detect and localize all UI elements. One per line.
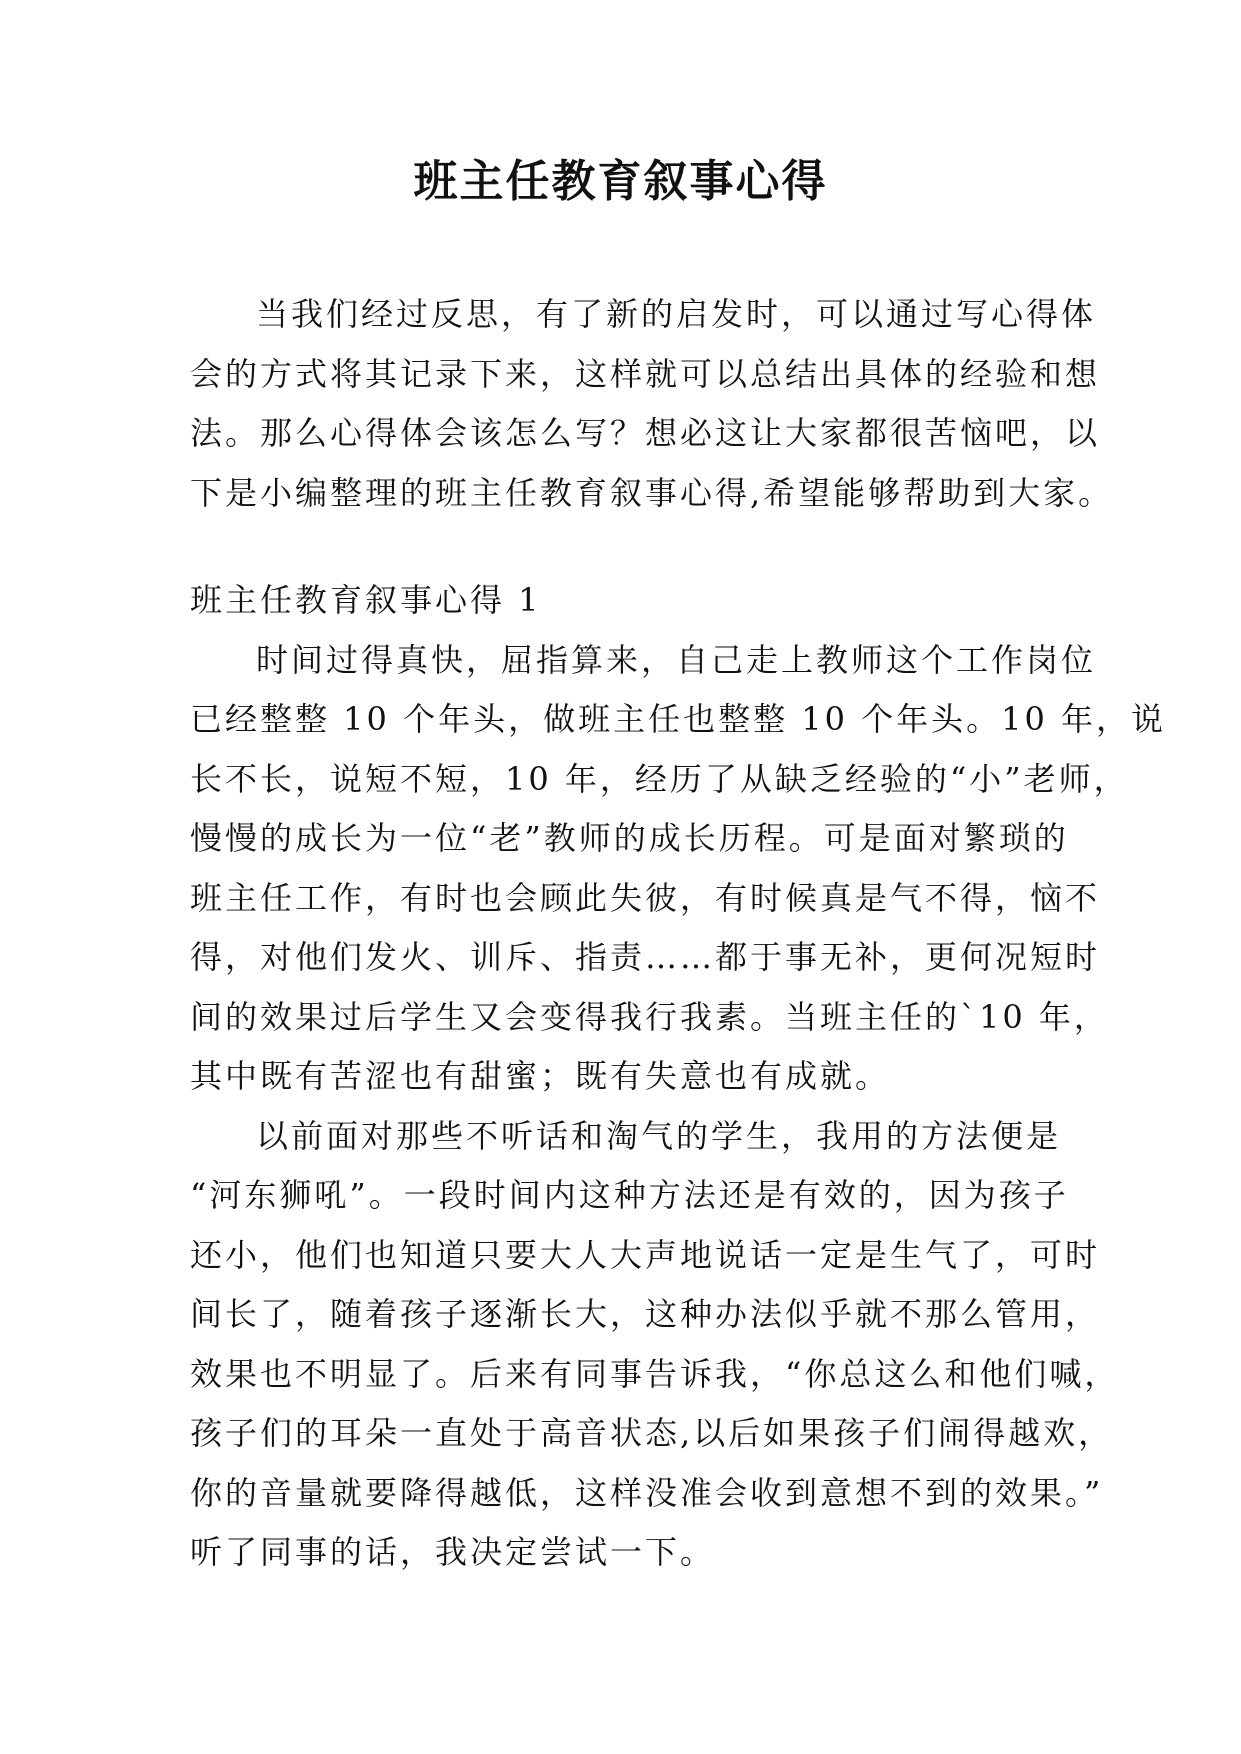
- paragraph-line: 听了同事的话，我决定尝试一下。: [190, 1533, 716, 1571]
- paragraph-line: 已经整整 10 个年头，做班主任也整整 10 个年头。10 年，说: [190, 700, 1167, 738]
- section-1: [190, 571, 1167, 1583]
- paragraph-line: 间的效果过后学生又会变得我行我素。当班主任的`10 年，: [190, 997, 1109, 1036]
- paragraph-line: 以前面对那些不听话和淘气的学生，我用的方法便是: [256, 1116, 1062, 1155]
- paragraph-1: [190, 631, 1167, 1107]
- paragraph-line: 得，对他们发火、训斥、指责……都于事无补，更何况短时: [190, 938, 1101, 976]
- paragraph-line: 慢慢的成长为一位“老”教师的成长历程。可是面对繁琐的: [190, 819, 1069, 857]
- paragraph-line: 还小，他们也知道只要大人大声地说话一定是生气了，可时: [190, 1235, 1101, 1274]
- paragraph-line: 间长了，随着孩子逐渐长大，这种办法似乎就不那么管用，: [190, 1295, 1101, 1333]
- paragraph-2: [190, 1107, 1120, 1583]
- paragraph-line: 长不长，说短不短，10 年，经历了从缺乏经验的“小”老师，: [190, 759, 1129, 798]
- paragraph-line: 班主任工作，有时也会顾此失彼，有时候真是气不得，恼不: [190, 878, 1101, 917]
- paragraph-line: 孩子们的耳朵一直处于高音状态,以后如果孩子们闹得越欢，: [190, 1414, 1114, 1452]
- paragraph-line: 你的音量就要降得越低，这样没准会收到意想不到的效果。”: [190, 1473, 1104, 1512]
- intro-line: 当我们经过反思，有了新的启发时，可以通过写心得体: [256, 295, 1097, 333]
- section-heading: 班主任教育叙事心得 1: [190, 581, 542, 619]
- intro-line: 会的方式将其记录下来，这样就可以总结出具体的经验和想: [190, 354, 1101, 393]
- paragraph-line: 时间过得真快，屈指算来，自己走上教师这个工作岗位: [256, 640, 1097, 679]
- paragraph-line: “河东狮吼”。一段时间内这种方法还是有效的，因为孩子: [190, 1176, 1069, 1214]
- document-title: 班主任教育叙事心得: [413, 156, 828, 207]
- intro-line: 下是小编整理的班主任教育叙事心得,希望能够帮助到大家。: [190, 473, 1114, 512]
- intro-paragraph: [190, 285, 1114, 523]
- paragraph-line: 效果也不明显了。后来有同事告诉我，“你总这么和他们喊，: [190, 1354, 1120, 1393]
- intro-line: 法。那么心得体会该怎么写？想必这让大家都很苦恼吧，以: [190, 414, 1101, 452]
- paragraph-line: 其中既有苦涩也有甜蜜；既有失意也有成就。: [190, 1057, 891, 1095]
